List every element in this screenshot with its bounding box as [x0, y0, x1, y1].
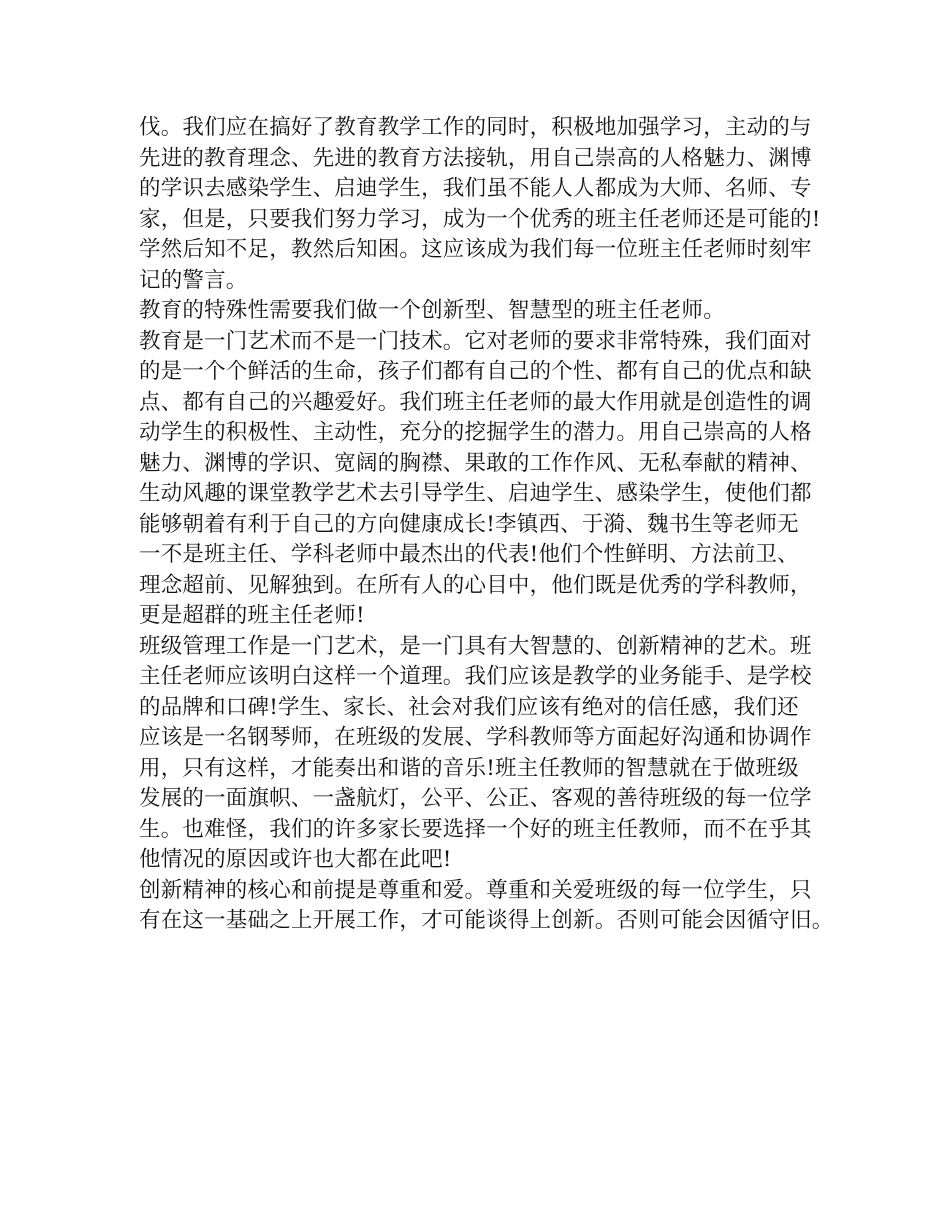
text-line: 点、都有自己的兴趣爱好。我们班主任老师的最大作用就是创造性的调	[139, 389, 812, 415]
text-line: 能够朝着有利于自己的方向健康成长!李镇西、于漪、魏书生等老师无	[139, 511, 799, 537]
text-line: 主任老师应该明白这样一个道理。我们应该是教学的业务能手、是学校	[139, 664, 812, 689]
text-line: 的是一个个鲜活的生命，孩子们都有自己的个性、都有自己的优点和缺	[139, 359, 812, 384]
text-line: 一不是班主任、学科老师中最杰出的代表!他们个性鲜明、方法前卫、	[139, 542, 799, 567]
text-line: 他情况的原因或许也大都在此吧!	[139, 847, 452, 872]
text-line: 应该是一名钢琴师，在班级的发展、学科教师等方面起好沟通和协调作	[139, 725, 812, 750]
text-line: 学然后知不足，教然后知困。这应该成为我们每一位班主任老师时刻牢	[139, 237, 812, 262]
text-line: 动学生的积极性、主动性，充分的挖掘学生的潜力。用自己崇高的人格	[139, 420, 812, 445]
text-line: 魅力、渊博的学识、宽阔的胸襟、果敢的工作作风、无私奉献的精神、	[139, 450, 812, 476]
text-line: 先进的教育理念、先进的教育方法接轨，用自己崇高的人格魅力、渊博	[139, 145, 812, 171]
text-line: 生动风趣的课堂教学艺术去引导学生、启迪学生、感染学生，使他们都	[139, 481, 812, 506]
text-line: 更是超群的班主任老师!	[139, 603, 365, 628]
text-line: 的学识去感染学生、启迪学生，我们虽不能人人都成为大师、名师、专	[139, 176, 812, 201]
body-text	[139, 113, 839, 937]
text-line: 伐。我们应在搞好了教育教学工作的同时，积极地加强学习，主动的与	[139, 115, 812, 140]
text-line: 发展的一面旗帜、一盏航灯，公平、公正、客观的善待班级的每一位学	[139, 786, 812, 811]
text-line: 理念超前、见解独到。在所有人的心目中，他们既是优秀的学科教师，	[139, 572, 812, 598]
text-line: 教育的特殊性需要我们做一个创新型、智慧型的班主任老师。	[139, 298, 725, 323]
text-line: 生。也难怪，我们的许多家长要选择一个好的班主任教师，而不在乎其	[139, 816, 812, 842]
text-line: 的品牌和口碑!学生、家长、社会对我们应该有绝对的信任感，我们还	[139, 694, 799, 720]
text-line: 有在这一基础之上开展工作，才可能谈得上创新。否则可能会因循守旧。	[139, 908, 834, 933]
text-line: 班级管理工作是一门艺术，是一门具有大智慧的、创新精神的艺术。班	[139, 633, 812, 659]
text-line: 家，但是，只要我们努力学习，成为一个优秀的班主任老师还是可能的!	[139, 206, 821, 232]
text-line: 用，只有这样，才能奏出和谐的音乐!班主任教师的智慧就在于做班级	[139, 755, 799, 781]
text-line: 记的警言。	[139, 267, 248, 293]
text-line: 教育是一门艺术而不是一门技术。它对老师的要求非常特殊，我们面对	[139, 328, 812, 354]
text-line: 创新精神的核心和前提是尊重和爱。尊重和关爱班级的每一位学生，只	[139, 877, 812, 903]
